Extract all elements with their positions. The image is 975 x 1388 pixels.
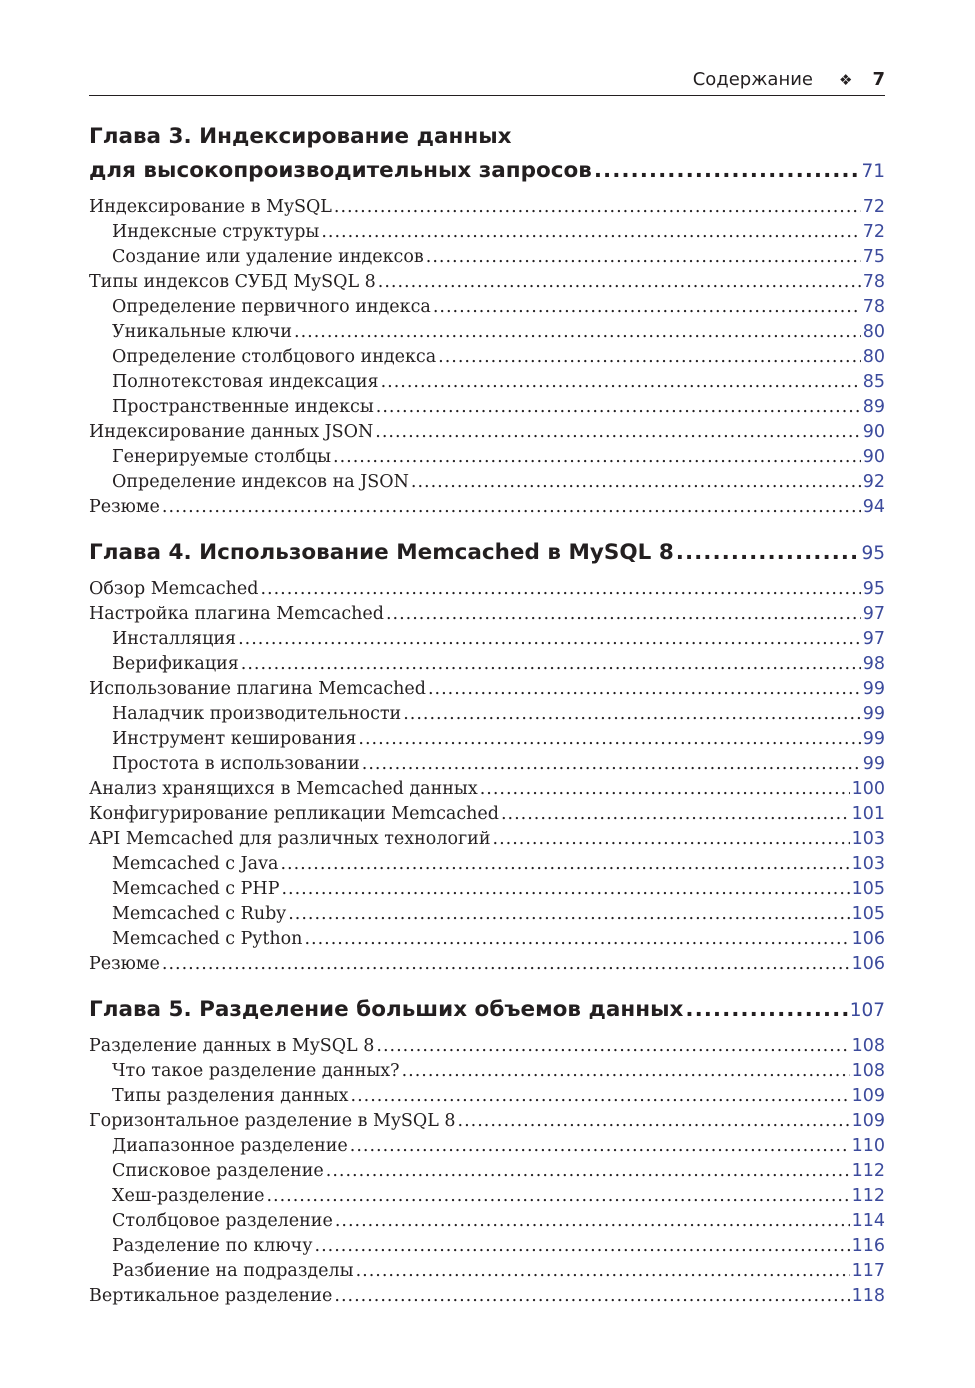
entry-page: 116 — [851, 1236, 885, 1256]
toc-entry[interactable] — [89, 627, 885, 652]
entry-title: Индексные структуры — [112, 222, 320, 242]
chapter-heading[interactable] — [89, 993, 885, 1027]
entry-title: Memcached с PHP — [112, 879, 280, 899]
toc-entry[interactable] — [89, 220, 885, 245]
toc-entry[interactable] — [89, 470, 885, 495]
chapter-heading[interactable] — [89, 154, 885, 188]
toc-entry[interactable] — [89, 577, 885, 602]
dot-leader — [501, 802, 850, 827]
dot-leader — [428, 677, 861, 702]
entry-page: 89 — [862, 397, 885, 417]
spacer — [89, 1027, 885, 1034]
toc-entry[interactable] — [89, 1159, 885, 1184]
entry-page: 97 — [862, 629, 885, 649]
entry-page: 72 — [862, 222, 885, 242]
toc-entry[interactable] — [89, 1059, 885, 1084]
toc-entry[interactable] — [89, 752, 885, 777]
dot-leader — [288, 902, 849, 927]
chapter-title-line1: Глава 3. Индексирование данных — [89, 124, 512, 149]
dot-leader — [333, 445, 861, 470]
toc-entry[interactable] — [89, 245, 885, 270]
entry-page: 106 — [851, 929, 885, 949]
dot-leader — [280, 852, 849, 877]
toc-entry[interactable] — [89, 1184, 885, 1209]
entry-page: 108 — [851, 1036, 885, 1056]
header-title: Содержание — [692, 69, 814, 90]
entry-title: Уникальные ключи — [112, 322, 293, 342]
toc-entry[interactable] — [89, 702, 885, 727]
dot-leader — [381, 370, 861, 395]
entry-page: 117 — [851, 1261, 885, 1281]
toc-entry[interactable] — [89, 370, 885, 395]
toc-entry[interactable] — [89, 320, 885, 345]
entry-page: 78 — [862, 272, 885, 292]
entry-page: 107 — [849, 1000, 885, 1021]
toc-entry[interactable] — [89, 777, 885, 802]
toc-entry[interactable] — [89, 952, 885, 977]
entry-page: 105 — [851, 904, 885, 924]
entry-title: Столбцовое разделение — [112, 1211, 333, 1231]
dot-leader — [350, 1134, 850, 1159]
entry-title: Резюме — [89, 954, 160, 974]
entry-title: Пространственные индексы — [112, 397, 374, 417]
entry-page: 106 — [851, 954, 885, 974]
entry-page: 85 — [862, 372, 885, 392]
entry-title: Что такое разделение данных? — [112, 1061, 400, 1081]
toc-entry[interactable] — [89, 1134, 885, 1159]
toc-entry[interactable] — [89, 1234, 885, 1259]
entry-page: 78 — [862, 297, 885, 317]
entry-title: Диапазонное разделение — [112, 1136, 348, 1156]
dot-leader — [493, 827, 850, 852]
entry-page: 72 — [862, 197, 885, 217]
entry-page: 92 — [862, 472, 885, 492]
entry-title: Memcached с Ruby — [112, 904, 287, 924]
entry-page: 109 — [851, 1111, 885, 1131]
dot-leader — [358, 727, 860, 752]
entry-page: 109 — [851, 1086, 885, 1106]
entry-title: Создание или удаление индексов — [112, 247, 424, 267]
entry-title: Разделение по ключу — [112, 1236, 313, 1256]
toc-entry[interactable] — [89, 602, 885, 627]
entry-title: Полнотекстовая индексация — [112, 372, 379, 392]
entry-title: Индексирование данных JSON — [89, 422, 374, 442]
toc-entry[interactable] — [89, 802, 885, 827]
entry-title: Вертикальное разделение — [89, 1286, 333, 1306]
dot-leader — [334, 195, 861, 220]
dot-leader — [676, 536, 860, 570]
entry-title: Глава 4. Использование Memcached в MySQL 8 — [89, 540, 674, 565]
entry-title: Хеш-разделение — [112, 1186, 265, 1206]
dot-leader — [411, 470, 861, 495]
toc-entry[interactable] — [89, 1084, 885, 1109]
dot-leader — [294, 320, 861, 345]
entry-title: Глава 5. Разделение больших объемов данных — [89, 997, 684, 1022]
toc-entry[interactable] — [89, 395, 885, 420]
entry-title: Простота в использовании — [112, 754, 360, 774]
entry-page: 118 — [851, 1286, 885, 1306]
toc-entry[interactable] — [89, 902, 885, 927]
entry-title: Горизонтальное разделение в MySQL 8 — [89, 1111, 456, 1131]
toc-entry[interactable] — [89, 345, 885, 370]
dot-leader — [362, 752, 861, 777]
entry-title: Индексирование в MySQL — [89, 197, 332, 217]
entry-page: 100 — [851, 779, 885, 799]
entry-title: Разбиение на подразделы — [112, 1261, 354, 1281]
dot-leader — [594, 154, 860, 188]
entry-page: 99 — [862, 679, 885, 699]
ornament-icon: ❖ — [839, 70, 853, 89]
toc-entry[interactable] — [89, 852, 885, 877]
entry-title: Использование плагина Memcached — [89, 679, 426, 699]
dot-leader — [685, 993, 847, 1027]
entry-title: Резюме — [89, 497, 160, 517]
entry-page: 98 — [862, 654, 885, 674]
toc-entry[interactable] — [89, 1034, 885, 1059]
entry-title: Инсталляция — [112, 629, 237, 649]
entry-title: Анализ хранящихся в Memcached данных — [89, 779, 478, 799]
entry-page: 90 — [862, 422, 885, 442]
entry-page: 114 — [851, 1211, 885, 1231]
toc-entry[interactable] — [89, 877, 885, 902]
dot-leader — [403, 702, 860, 727]
dot-leader — [326, 1159, 850, 1184]
entry-title: Типы разделения данных — [112, 1086, 349, 1106]
dot-leader — [480, 777, 850, 802]
entry-page: 112 — [851, 1186, 885, 1206]
entry-page: 99 — [862, 729, 885, 749]
dot-leader — [335, 1209, 850, 1234]
entry-page: 99 — [862, 754, 885, 774]
chapter-5 — [89, 993, 885, 1309]
entry-title: Настройка плагина Memcached — [89, 604, 384, 624]
entry-page: 95 — [862, 579, 885, 599]
entry-title: Обзор Memcached — [89, 579, 259, 599]
entry-title: Инструмент кеширования — [112, 729, 357, 749]
toc-entry[interactable] — [89, 295, 885, 320]
entry-page: 75 — [862, 247, 885, 267]
toc-entry[interactable] — [89, 1259, 885, 1284]
chapter-3 — [89, 120, 885, 154]
dot-leader — [378, 270, 861, 295]
entry-title: Определение столбцового индекса — [112, 347, 437, 367]
running-header — [89, 64, 885, 96]
entry-title: Определение индексов на JSON — [112, 472, 409, 492]
dot-leader — [351, 1084, 850, 1109]
dot-leader — [315, 1234, 850, 1259]
toc-entry[interactable] — [89, 1284, 885, 1309]
dot-leader — [266, 1184, 849, 1209]
entry-page: 112 — [851, 1161, 885, 1181]
entry-title: Определение первичного индекса — [112, 297, 431, 317]
entry-page: 105 — [851, 879, 885, 899]
toc-entry[interactable] — [89, 495, 885, 520]
dot-leader — [426, 245, 861, 270]
dot-leader — [386, 602, 861, 627]
chapter-heading[interactable] — [89, 536, 885, 570]
toc-entry[interactable] — [89, 270, 885, 295]
entry-page: 110 — [851, 1136, 885, 1156]
toc-entry[interactable] — [89, 727, 885, 752]
dot-leader — [433, 295, 861, 320]
toc-entry[interactable] — [89, 827, 885, 852]
entry-title: Memcached с Java — [112, 854, 279, 874]
entry-page: 90 — [862, 447, 885, 467]
entry-page: 108 — [851, 1061, 885, 1081]
dot-leader — [281, 877, 849, 902]
entry-title: Типы индексов СУБД MySQL 8 — [89, 272, 376, 292]
entry-title: Memcached с Python — [112, 929, 303, 949]
entry-title: Списковое разделение — [112, 1161, 324, 1181]
entry-title: Верификация — [112, 654, 239, 674]
dot-leader — [402, 1059, 850, 1084]
entry-page: 71 — [861, 161, 885, 182]
entry-title: Генерируемые столбцы — [112, 447, 331, 467]
dot-leader — [304, 927, 849, 952]
spacer — [89, 188, 885, 195]
chapter-3-body — [89, 154, 885, 520]
toc-entry[interactable] — [89, 1109, 885, 1134]
entry-title: Конфигурирование репликации Memcached — [89, 804, 499, 824]
toc-entry[interactable] — [89, 677, 885, 702]
page-number: 7 — [872, 69, 885, 90]
toc-entry[interactable] — [89, 445, 885, 470]
dot-leader — [162, 495, 861, 520]
entry-page: 94 — [862, 497, 885, 517]
dot-leader — [241, 652, 861, 677]
entry-title: Наладчик производительности — [112, 704, 402, 724]
dot-leader — [356, 1259, 850, 1284]
dot-leader — [334, 1284, 849, 1309]
entry-page: 95 — [861, 543, 885, 564]
toc-entry[interactable] — [89, 652, 885, 677]
entry-title: Разделение данных в MySQL 8 — [89, 1036, 375, 1056]
entry-page: 103 — [851, 854, 885, 874]
dot-leader — [260, 577, 860, 602]
toc-entry[interactable] — [89, 927, 885, 952]
entry-page: 80 — [862, 322, 885, 342]
entry-page: 99 — [862, 704, 885, 724]
dot-leader — [238, 627, 861, 652]
entry-title: API Memcached для различных технологий — [89, 829, 491, 849]
entry-page: 80 — [862, 347, 885, 367]
dot-leader — [321, 220, 860, 245]
dot-leader — [375, 420, 860, 445]
chapter-4 — [89, 536, 885, 977]
dot-leader — [162, 952, 850, 977]
entry-page: 97 — [862, 604, 885, 624]
toc-entry[interactable] — [89, 195, 885, 220]
entry-title: для высокопроизводительных запросов — [89, 158, 592, 183]
dot-leader — [438, 345, 861, 370]
spacer — [89, 570, 885, 577]
dot-leader — [376, 395, 861, 420]
dot-leader — [458, 1109, 850, 1134]
toc-entry[interactable] — [89, 420, 885, 445]
toc-entry[interactable] — [89, 1209, 885, 1234]
dot-leader — [376, 1034, 849, 1059]
entry-page: 101 — [851, 804, 885, 824]
entry-page: 103 — [851, 829, 885, 849]
